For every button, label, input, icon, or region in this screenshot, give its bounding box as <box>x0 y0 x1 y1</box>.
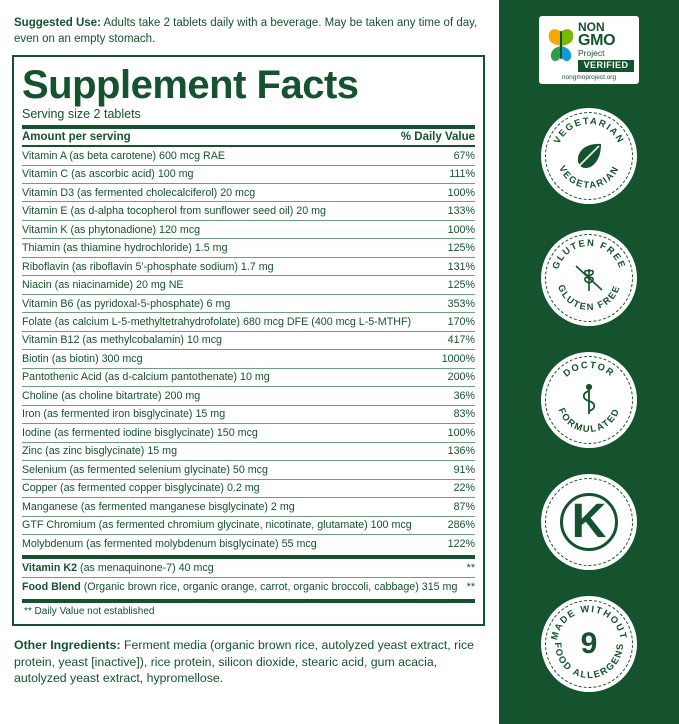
badge-doctor-formulated <box>541 352 637 448</box>
nutrient-daily-value: 1000% <box>434 350 476 368</box>
nutrient-table <box>22 147 475 553</box>
nutrient-row <box>22 387 475 405</box>
badges-column <box>499 0 679 724</box>
allergen-count <box>580 626 598 660</box>
supplement-facts-panel <box>12 55 485 626</box>
nutrient-daily-value: 67% <box>434 147 476 165</box>
suggested-use-text: Adults take 2 tablets daily with a beverage. May be taken any time of day, even on an empty stomach. <box>14 17 478 45</box>
nutrient-daily-value: 133% <box>434 202 476 220</box>
nutrient-row <box>22 479 475 497</box>
nutrient-daily-value: 125% <box>434 239 476 257</box>
nutrient-row <box>22 257 475 275</box>
nutrient-daily-value: 100% <box>434 220 476 238</box>
svg-text:FORMULATED: FORMULATED <box>556 405 622 434</box>
nutrient-name: Vitamin B12 (as methylcobalamin) 10 mcg <box>22 331 434 349</box>
nutrient-daily-value: 353% <box>434 294 476 312</box>
nutrient-name: Selenium (as fermented selenium glycinate) 50 mcg <box>22 461 434 479</box>
nutrient-daily-value: 36% <box>434 387 476 405</box>
nutrient-daily-value: 100% <box>434 184 476 202</box>
svg-text:DOCTOR: DOCTOR <box>560 358 618 379</box>
nutrient-name: Manganese (as fermented manganese bisglycinate) 2 mg <box>22 498 434 516</box>
facts-header-row <box>22 129 475 145</box>
nutrient-daily-value: 122% <box>447 537 475 550</box>
nutrient-daily-value: 100% <box>434 424 476 442</box>
nutrient-daily-value: 111% <box>434 165 476 183</box>
svg-text:VEGETARIAN: VEGETARIAN <box>557 162 621 190</box>
other-ingredients-label: Other Ingredients: <box>14 638 121 653</box>
nutrient-name-detail: (as menaquinone-7) 40 mcg <box>80 561 214 574</box>
nutrient-name: Choline (as choline bitartrate) 200 mg <box>22 387 434 405</box>
nutrient-row <box>22 461 475 479</box>
nutrient-name: Vitamin K (as phytonadione) 120 mcg <box>22 220 434 238</box>
nutrient-row <box>22 516 475 534</box>
non-gmo-url-text: nongmoproject.org <box>561 73 617 81</box>
badge-non-gmo-verified <box>539 16 639 84</box>
nutrient-name: Niacin (as niacinamide) 20 mg NE <box>22 276 434 294</box>
nutrient-name: Vitamin E (as d-alpha tocopherol from sunflower seed oil) 20 mg <box>22 202 434 220</box>
facts-header-amount: Amount per serving <box>22 131 131 144</box>
nutrient-daily-value: 22% <box>434 479 476 497</box>
wheat-crossed-icon <box>571 261 607 295</box>
kosher-k-icon <box>560 493 618 551</box>
nutrient-name: Copper (as fermented copper bisglycinate) 0.2 mg <box>22 479 434 497</box>
nutrient-name: Pantothenic Acid (as d-calcium pantothenate) 10 mg <box>22 368 434 386</box>
non-gmo-project-text: Project <box>578 48 605 58</box>
badge-vegetarian <box>541 108 637 204</box>
other-ingredients-text: Ferment media (organic brown rice, autolyzed yeast extract, rice protein, yeast [inactive]), rice protein, silicon dioxide, stearic acid, gum acacia, autolyzed yeast extract, hypromellose. <box>14 638 474 686</box>
daily-value-footnote: ** Daily Value not established <box>24 606 155 618</box>
nutrient-name: GTF Chromium (as fermented chromium glycinate, nicotinate, glutamate) 100 mcg <box>22 516 434 534</box>
nutrient-daily-value: 125% <box>434 276 476 294</box>
nutrient-name-bold: Vitamin K2 <box>22 561 81 574</box>
nutrient-row <box>22 424 475 442</box>
nutrient-daily-value: 170% <box>434 313 476 331</box>
nutrient-table-no-dv <box>22 559 475 597</box>
badge-made-without-allergens <box>541 596 637 692</box>
suggested-use-label: Suggested Use: <box>14 17 101 29</box>
allergen-number: 9 <box>580 626 598 660</box>
nutrient-row <box>22 147 475 165</box>
nutrient-row <box>22 220 475 238</box>
nutrient-row <box>22 442 475 460</box>
nutrient-row <box>22 405 475 423</box>
nutrient-name: Iron (as fermented iron bisglycinate) 15 mg <box>22 405 434 423</box>
nutrient-row <box>22 498 475 516</box>
badges-list <box>499 0 679 724</box>
nutrient-name: Molybdenum (as fermented molybdenum bisglycinate) 55 mcg <box>22 537 317 550</box>
kosher-letter: K <box>571 494 607 548</box>
nutrient-row <box>22 202 475 220</box>
svg-text:GLUTEN FREE: GLUTEN FREE <box>549 236 629 270</box>
nutrient-row <box>22 368 475 386</box>
nutrient-name <box>22 559 461 578</box>
non-gmo-gmo-text: GMO <box>578 32 616 49</box>
nutrient-daily-value: ** <box>461 559 475 578</box>
nutrient-daily-value: 83% <box>434 405 476 423</box>
nutrient-row-no-dv <box>22 559 475 578</box>
facts-header-dv: % Daily Value <box>400 131 475 144</box>
nutrient-daily-value: 286% <box>434 516 476 534</box>
panel-title: Supplement Facts <box>22 63 359 108</box>
non-gmo-verified-text: VERIFIED <box>578 60 634 72</box>
nutrient-daily-value: 87% <box>434 498 476 516</box>
badge-kosher <box>541 474 637 570</box>
nutrient-name-detail: (Organic brown rice, organic orange, carrot, organic broccoli, cabbage) 315 mg <box>83 580 458 593</box>
serving-size: Serving size 2 tablets <box>22 107 141 122</box>
nutrient-daily-value: 136% <box>434 442 476 460</box>
other-ingredients-block <box>14 637 483 687</box>
leaf-icon <box>572 139 606 173</box>
nutrient-row <box>22 184 475 202</box>
nutrient-name: Iodine (as fermented iodine bisglycinate) 150 mcg <box>22 424 434 442</box>
non-gmo-non-text: NON <box>578 20 605 34</box>
nutrient-daily-value: 131% <box>434 257 476 275</box>
nutrient-row <box>22 239 475 257</box>
nutrient-name: Vitamin D3 (as fermented cholecalciferol) 20 mcg <box>22 184 434 202</box>
nutrient-name: Zinc (as zinc bisglycinate) 15 mg <box>22 442 434 460</box>
svg-text:GLUTEN FREE: GLUTEN FREE <box>555 282 623 312</box>
nutrient-row-no-dv <box>22 577 475 596</box>
nutrient-name: Vitamin A (as beta carotene) 600 mcg RAE <box>22 147 434 165</box>
nutrient-name <box>22 577 461 596</box>
suggested-use-block <box>14 16 483 47</box>
nutrient-name: Vitamin B6 (as pyridoxal-5-phosphate) 6 mg <box>22 294 434 312</box>
nutrient-row <box>22 276 475 294</box>
nutrient-daily-value: 417% <box>434 331 476 349</box>
nutrient-name: Riboflavin (as riboflavin 5'-phosphate sodium) 1.7 mg <box>22 257 434 275</box>
badge-gluten-free <box>541 230 637 326</box>
nutrient-row <box>22 535 475 553</box>
butterfly-icon <box>544 21 578 72</box>
nutrient-row <box>22 165 475 183</box>
nutrient-daily-value: ** <box>466 580 475 593</box>
nutrient-name: Vitamin C (as ascorbic acid) 100 mg <box>22 165 434 183</box>
nutrient-row <box>22 313 475 331</box>
nutrient-daily-value: 200% <box>434 368 476 386</box>
nutrient-row <box>22 331 475 349</box>
svg-text:MADE WITHOUT: MADE WITHOUT <box>548 602 630 641</box>
nutrient-daily-value: 91% <box>434 461 476 479</box>
nutrient-name: Folate (as calcium L-5-methyltetrahydrofolate) 680 mcg DFE (400 mcg L-5-MTHF) <box>22 313 434 331</box>
caduceus-icon <box>576 383 602 417</box>
svg-text:FOOD ALLERGENS: FOOD ALLERGENS <box>552 641 626 680</box>
nutrient-row <box>22 294 475 312</box>
svg-text:VEGETARIAN: VEGETARIAN <box>550 114 628 145</box>
nutrient-row <box>22 350 475 368</box>
nutrient-name-bold: Food Blend <box>22 580 84 593</box>
nutrient-name: Thiamin (as thiamine hydrochloride) 1.5 mg <box>22 239 434 257</box>
nutrient-name: Biotin (as biotin) 300 mcg <box>22 350 434 368</box>
